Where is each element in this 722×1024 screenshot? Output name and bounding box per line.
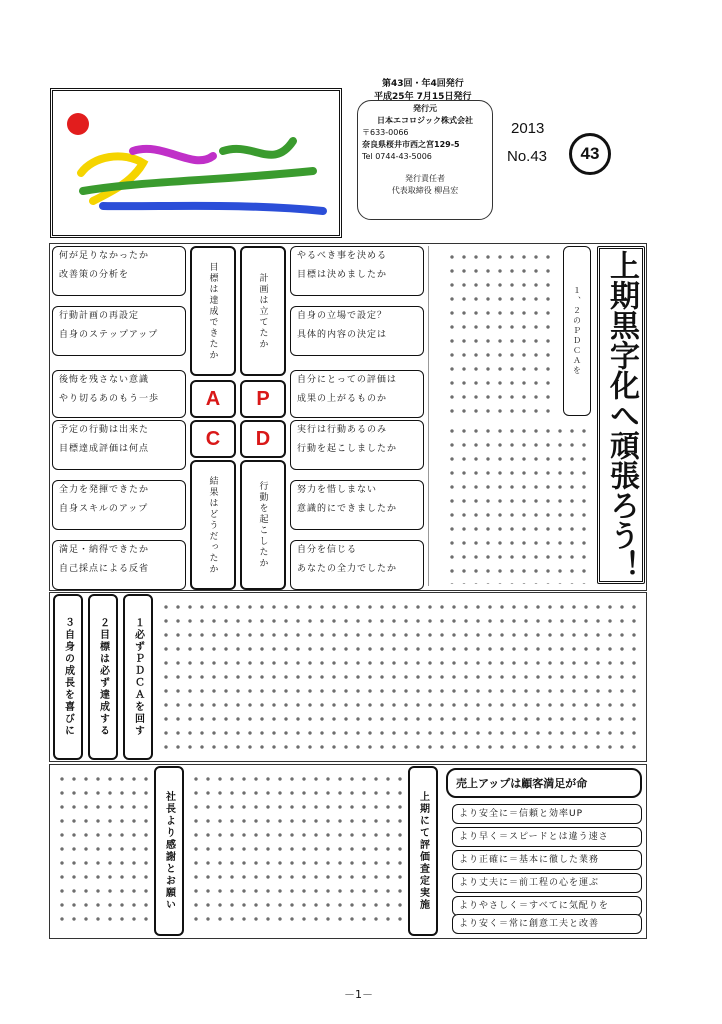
slogan-line-1-text: より安全に＝信頼と効率UP — [459, 809, 584, 819]
right-item-4 — [290, 420, 424, 470]
slogan-line-5 — [452, 896, 642, 916]
page-number: －1－ — [344, 988, 373, 1001]
vertical-col-top-left: 目標は達成できたか — [190, 246, 236, 376]
slogan-title-box — [446, 768, 642, 798]
left-item-5-line1: 全力を発揮できたか — [59, 485, 150, 495]
body-text-block-bottom-center — [190, 772, 402, 922]
right-item-6-line1: 自分を信じる — [297, 545, 358, 555]
left-item-4-line1: 予定の行動は出来た — [59, 425, 150, 435]
left-item-1-line2: 改善策の分析を — [59, 270, 130, 280]
right-item-1-line2: 目標は決めましたか — [297, 270, 388, 280]
slogan-line-3-text: より正確に＝基本に徹した業務 — [459, 855, 600, 865]
left-item-3-line2: やり切るあのもう一歩 — [59, 394, 160, 404]
section-side-caption — [563, 246, 591, 416]
lower-vertical-1: １必ずＰＤＣＡを回す — [123, 594, 153, 760]
right-item-2-line1: 自身の立場で設定？ — [297, 311, 388, 321]
issue-number: No.43 — [507, 148, 548, 165]
right-item-4-line1: 実行は行動あるのみ — [297, 425, 388, 435]
right-item-3 — [290, 370, 424, 418]
publisher-label: 発行元 — [413, 104, 437, 113]
postal-code: 〒633-0066 — [362, 128, 409, 137]
president-caption: 社長より感謝とお願い — [154, 766, 184, 936]
right-item-5-line2: 意識的にできましたか — [297, 504, 398, 514]
right-item-3-line2: 成果の上がるものか — [297, 394, 388, 404]
right-item-1-line1: やるべき事を決める — [297, 251, 388, 261]
pdca-a: A — [190, 380, 236, 418]
left-item-3-line1: 後悔を残さない意識 — [59, 375, 150, 385]
slogan-line-4 — [452, 873, 642, 893]
section-side-caption-text: １、２のＰＤＣＡを — [572, 286, 582, 376]
left-item-5 — [52, 480, 186, 530]
slogan-line-5-text: よりやさしく＝すべてに気配りを — [459, 901, 609, 911]
vertical-col-bottom-left: 結果はどうだったか — [190, 460, 236, 590]
slogan-title: 売上アップは顧客満足が命 — [456, 777, 588, 790]
slogan-line-4-text: より丈夫に＝前工程の心を運ぶ — [459, 878, 600, 888]
lower-vertical-3: ３自身の成長を喜びに — [53, 594, 83, 760]
right-item-4-line2: 行動を起こしましたか — [297, 444, 398, 454]
pdca-d: D — [240, 420, 286, 458]
right-item-2 — [290, 306, 424, 356]
address: 奈良県桜井市西之宮129-5 — [362, 140, 460, 149]
left-item-1-line1: 何が足りなかったか — [59, 251, 150, 261]
section-title-box — [597, 246, 645, 584]
responsible-label: 発行責任者 — [405, 174, 445, 183]
slogan-line-2 — [452, 827, 642, 847]
left-item-1 — [52, 246, 186, 296]
left-item-6-line1: 満足・納得できたか — [59, 545, 150, 555]
lower-vertical-2: ２目標は必ず達成する — [88, 594, 118, 760]
slogan-line-3 — [452, 850, 642, 870]
company-name: 日本エコロジック株式会社 — [377, 116, 473, 125]
pdca-c: C — [190, 420, 236, 458]
slogan-line-6 — [452, 914, 642, 934]
section-title: 上期黒字化へ頑張ろう！ — [604, 250, 639, 580]
logo-frame — [50, 88, 342, 238]
right-item-6-line2: あなたの全力でしたか — [297, 564, 398, 574]
left-item-2-line1: 行動計画の再設定 — [59, 311, 140, 321]
body-text-block-upper — [446, 250, 558, 416]
responsible-name: 代表取締役 柳昌宏 — [391, 186, 459, 195]
year: 2013 — [511, 120, 545, 137]
right-item-5-line1: 努力を惜しまない — [297, 485, 378, 495]
logo-text — [93, 133, 309, 182]
right-item-5 — [290, 480, 424, 530]
slogan-line-1 — [452, 804, 642, 824]
issue-badge — [569, 133, 611, 175]
left-item-2-line2: 自身のステップアップ — [59, 330, 159, 340]
left-item-2 — [52, 306, 186, 356]
tel: Tel 0744-43-5006 — [362, 152, 432, 161]
body-text-block-middle — [446, 424, 592, 584]
left-item-6-line2: 自己採点による反省 — [59, 564, 150, 574]
narrow-text-column — [428, 246, 441, 586]
issue-line: 第43回・年4回発行 — [382, 79, 464, 89]
slogan-line-2-text: より早く＝スピードとは違う速さ — [459, 832, 609, 842]
publisher-box — [357, 100, 493, 220]
right-item-1 — [290, 246, 424, 296]
issue-badge-text: 43 — [580, 144, 600, 163]
right-item-2-line2: 具体的内容の決定は — [297, 330, 388, 340]
vertical-col-bottom-right: 行動を起こしたか — [240, 460, 286, 590]
upper-caption: 上期にて評価査定実施 — [408, 766, 438, 936]
left-item-4-line2: 目標達成評価は何点 — [59, 444, 150, 454]
right-item-6 — [290, 540, 424, 590]
date-line: 平成25年 7月15日発行 — [374, 92, 472, 102]
vertical-col-top-right: 計画は立てたか — [240, 246, 286, 376]
left-item-5-line2: 自身スキルのアップ — [59, 504, 149, 514]
left-item-6 — [52, 540, 186, 590]
left-item-4 — [52, 420, 186, 470]
body-text-block-lower — [160, 600, 640, 756]
left-item-3 — [52, 370, 186, 418]
body-text-block-bottom-left — [56, 772, 148, 922]
pdca-p: P — [240, 380, 286, 418]
slogan-line-6-text: より安く＝常に創意工夫と改善 — [459, 919, 600, 929]
right-item-3-line1: 自分にとっての評価は — [297, 375, 397, 385]
